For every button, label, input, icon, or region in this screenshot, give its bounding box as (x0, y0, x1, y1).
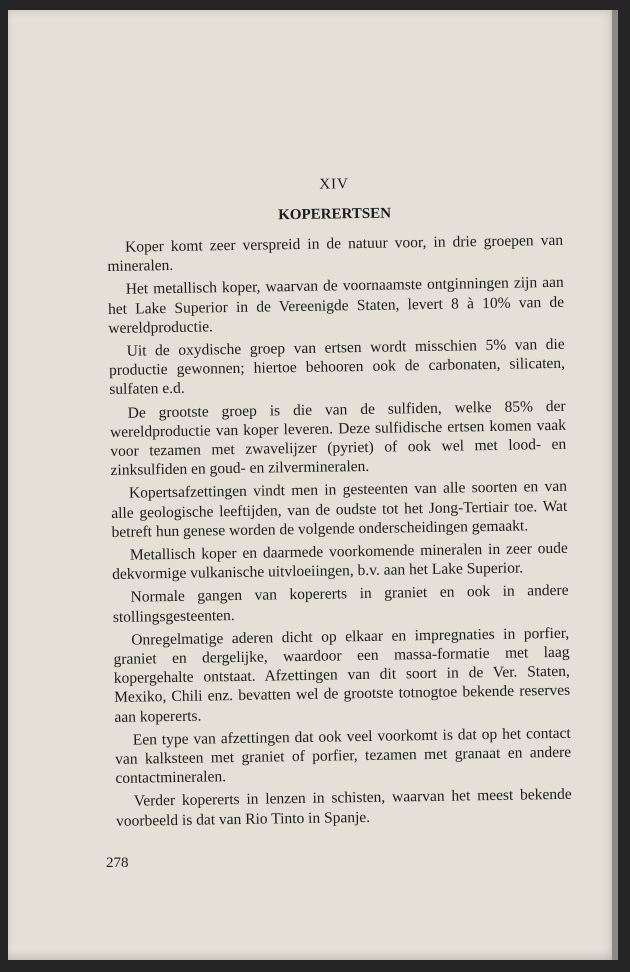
paragraph: De grootste groep is die van de sulfiden, welke 85% der wereldproductie van koper leveren. Deze sulfidische ertsen komen vaak voor tezamen met zwavelijzer (pyriet) of ook wel met lood- en zinksulfiden en goud- en zilvermineralen. (109, 397, 567, 480)
paragraph: Verder kopererts in lenzen in schisten, waarvan het meest bekende voorbeeld is dat van Rio Tinto in Spanje. (115, 786, 572, 830)
paragraph: Koper komt zeer verspreid in de natuur voor, in drie groepen van mineralen. (107, 231, 564, 276)
paragraph: Normale gangen van kopererts in graniet en ook in andere stollingsgesteenten. (112, 582, 569, 626)
chapter-number: XIV (319, 176, 350, 193)
paragraph: Onregelmatige aderen dicht op elkaar en impregnaties in porfier, graniet en dergelijke, waardoor een massa-formatie met laag kopergehalte ontstaat. Afzettingen van dit soort in de Ver. Staten, Mexiko, Chili enz. bevatten wel de grootste totnogtoe bekende reserves aan kopererts. (113, 624, 571, 726)
page-edge (612, 10, 618, 960)
paragraph: Het metallisch koper, waarvan de voornaamste ontginningen zijn aan het Lake Superior in de Vereenigde Staten, levert 8 à 10% van de wereldproductie. (107, 274, 565, 337)
paragraph: Kopertsafzettingen vindt men in gesteenten van alle soorten en van alle geologische leeftijden, van de oudste tot het Jong-Tertiair toe. Wat betreft hun genese worden de volgende onderscheidingen gemaakt. (111, 478, 568, 541)
paragraph: Metallisch koper en daarmede voorkomende mineralen in zeer oude dekvormige vulkanische uitvloeiingen, b.v. aan het Lake Superior. (112, 539, 569, 584)
paragraph: Uit de oxydische groep van ertsen wordt misschien 5% van die productie gewonnen; hiertoe behooren ook de carbonaten, silicaten, sulfaten e.d. (108, 335, 566, 399)
page-content (106, 171, 572, 835)
page-number: 278 (106, 855, 129, 871)
paragraph: Een type van afzettingen dat ook veel voorkomt is dat op het contact van kalksteen met graniet of porfier, tezamen met granaat en andere contactmineralen. (115, 724, 572, 788)
chapter-title: KOPERERTSEN (278, 205, 392, 224)
